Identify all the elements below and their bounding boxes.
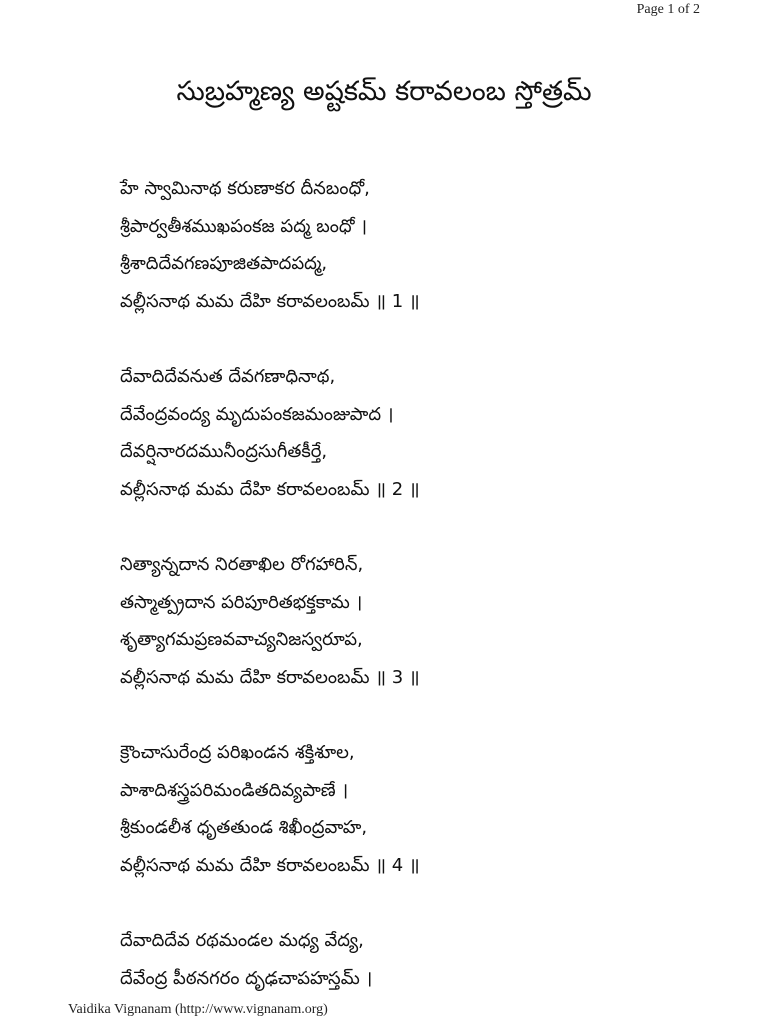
verse-line: శ్రీపార్వతీశముఖపంకజ పద్మ బంధో । bbox=[120, 215, 368, 237]
verse-line: నిత్యాన్నదాన నిరతాఖిల రోగహారిన్, bbox=[120, 554, 364, 575]
page-number-label: Page 1 of 2 bbox=[636, 2, 700, 17]
verse-line: వల్లీసనాథ మమ దేహి కరావలంబమ్ ॥ 1 ॥ bbox=[120, 290, 420, 312]
document-title: సుబ్రహ్మణ్య అష్టకమ్ కరావలంబ స్తోత్రమ్ bbox=[176, 76, 592, 107]
verse-line: వల్లీసనాథ మమ దేహి కరావలంబమ్ ॥ 4 ॥ bbox=[120, 854, 420, 876]
verse-line: దేవాదిదేవ రథమండల మధ్య వేద్య, bbox=[120, 930, 364, 951]
stanza-2 bbox=[120, 358, 680, 508]
verse-line: వల్లీసనాథ మమ దేహి కరావలంబమ్ ॥ 3 ॥ bbox=[120, 666, 420, 688]
verse-line: క్రౌంచాసురేంద్ర పరిఖండన శక్తిశూల, bbox=[120, 742, 355, 763]
verse-line: తస్మాత్ప్రదాన పరిపూరితభక్తకామ । bbox=[120, 591, 363, 613]
stanza-1 bbox=[120, 170, 680, 320]
verse-line: శ్రీకుండలీశ ధృతతుండ శిఖీంద్రవాహ, bbox=[120, 817, 368, 838]
stanza-3 bbox=[120, 546, 680, 696]
verse-line: దేవాదిదేవనుత దేవగణాధినాథ, bbox=[120, 366, 336, 387]
verse-line: పాశాదిశస్త్రపరిమండితదివ్యపాణే । bbox=[120, 779, 349, 801]
verse-line: శ్రీశాదిదేవగణపూజితపాదపద్మ, bbox=[120, 253, 328, 274]
verse-line: శృత్యాగమప్రణవవాచ్యనిజస్వరూప, bbox=[120, 629, 363, 650]
stanza-4 bbox=[120, 734, 680, 884]
verse-line: హే స్వామినాథ కరుణాకర దీనబంధో, bbox=[120, 178, 370, 199]
verse-line: దేవేంద్రవంద్య మృదుపంకజమంజుపాద । bbox=[120, 403, 394, 425]
verse-line: దేవేంద్ర పీఠనగరం దృఢచాపహస్తమ్ । bbox=[120, 967, 373, 989]
verses-container bbox=[120, 170, 680, 1035]
verse-line: వల్లీసనాథ మమ దేహి కరావలంబమ్ ॥ 2 ॥ bbox=[120, 478, 420, 500]
verse-line: దేవర్షినారదమునీంద్రసుగీతకీర్తే, bbox=[120, 441, 328, 462]
stanza-5 bbox=[120, 922, 680, 997]
footer-credit: Vaidika Vignanam (http://www.vignanam.org) bbox=[68, 1002, 328, 1017]
